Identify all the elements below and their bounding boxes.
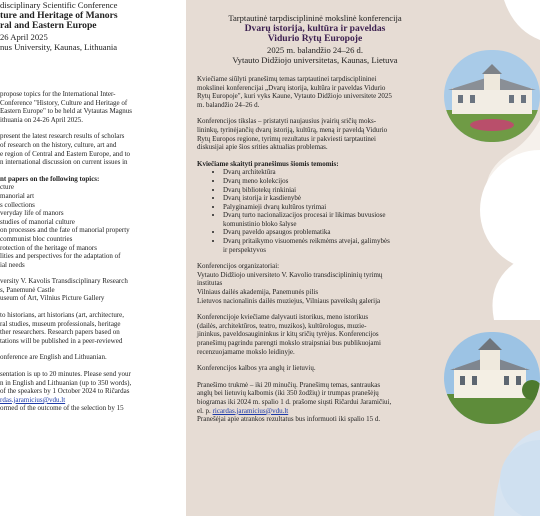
en-languages: onference are English and Lithuanian. [0, 353, 107, 362]
list-item: • Palyginamieji dvarų kultūros tyrimai [223, 203, 436, 212]
list-item: • Dvarų turto nacionalizacijos procesai ir likimas buvusiose komunistinio bloko šalyse [223, 211, 436, 228]
lt-para-submission: Pranešimo trukmė – iki 20 minučių. Pranešimų temas, santraukas anglų bei lietuvių kalbomis (iki 350 žodžių) ir trumpas pranešėjų biogramas iki 2024 m. spalio 1 d. prašome siųsti Ričardui Jaramičiui, el. p. ricardas.jaramicius@vdu.lt Pranešėjai apie atrankos rezultatus bus informuoti iki spalio 15 d. [197, 380, 392, 424]
lt-organisers-heading: Konferencijos organizatoriai: [197, 262, 280, 271]
en-title-line2: ral and Eastern Europe [0, 20, 97, 32]
manor-photo-bottom [444, 332, 540, 424]
photo-column [444, 0, 540, 516]
en-dates: 26 April 2025 [0, 31, 48, 42]
lithuanian-column [186, 0, 444, 516]
en-organisers: versity V. Kavolis Transdisciplinary Research s, Panemunė Castle useum of Art, Vilnius Picture Gallery [0, 277, 128, 303]
en-para-invite: propose topics for the International Inter- Conference "History, Culture and Heritage of Eastern Europe" to be held at Vytautas Magnus ithuania on 24-26 April 2025. [0, 90, 133, 124]
en-email-link[interactable]: rdas.jaramicius@vdu.lt [0, 395, 66, 404]
english-header [0, 0, 172, 53]
en-para-aim: present the latest research results of scholars of research on the history, culture, art and e region of Central and Eastern Europe, and to n international discussion on current issues in [0, 132, 131, 167]
lt-para-participants: Konferencijoje kviečiame dalyvauti istorikus, meno istorikus (dailės, architektūros, teatro, muzikos), kultūrologus, muzie- jininkus, paveldosaugininkus ir kitų sričių tyrėjus. Konferencijos pranešimų pagrindu parengti mokslo straipsniai bus publikuojami recenzuojamame mokslo leidinyje. [197, 313, 381, 356]
en-para-participants: to historians, art historians (art, architecture, ral studies, museum professionals, heritage ther researchers. Research papers based on tations will be published in a peer-reviewed [0, 311, 125, 345]
list-item: • Dvarų paveldo apsaugos problematika [223, 228, 436, 237]
en-title-line1: ture and Heritage of Manors [0, 9, 118, 21]
en-venue: nus University, Kaunas, Lithuania [0, 42, 118, 53]
en-conference-type: disciplinary Scientific Conference [0, 0, 118, 10]
lithuanian-header [186, 13, 444, 66]
lt-topics-list [197, 168, 436, 254]
en-topics-heading: nt papers on the following topics: [0, 174, 100, 183]
lt-organisers: Vytauto Didžiojo universiteto V. Kavolio transdisciplininių tyrimų institutas Vilniaus dailės akademija, Panemunės pilis Lietuvos nacionalinis dailės muziejus, Vilniaus paveikslų galerija [197, 270, 383, 305]
english-column [0, 0, 186, 516]
lt-title-line1: Dvarų istorija, kultūra ir paveldas [244, 22, 386, 34]
lt-dates: 2025 m. balandžio 24–26 d. [267, 44, 363, 55]
lt-para-invite: Kviečiame siūlyti pranešimų temas tarptautinei tarpdisciplininei mokslinei konferencijai „Dvarų istorija, kultūra ir paveldas Vidurio Rytų Europoje", kuri vyks Kaune, Vytauto Didžiojo universitete 2025 m. balandžio 24–26 d. [197, 74, 392, 109]
list-item: • Dvarų bibliotekų rinkiniai [223, 186, 436, 195]
list-item: • Dvarų meno kolekcijos [223, 177, 436, 186]
list-item: • Dvarų architektūra [223, 168, 436, 177]
lt-topics-heading: Kviečiame skaityti pranešimus šiomis temomis: [197, 159, 339, 168]
lt-venue: Vytauto Didžiojo universitetas, Kaunas, Lietuva [232, 55, 398, 66]
en-topics-list: cture manorial art s collections veryday life of manors studies of manorial culture on processes and the fate of manorial property communist bloc countries rotection of the heritage of manors lities and perspectives for the adaptation of ial needs [0, 183, 130, 269]
manor-photo-top [444, 50, 540, 142]
list-item: • Dvarų pritaikymo visuomenės reikmėms atvejai, galimybės ir perspektyvos [223, 237, 436, 254]
lt-para-aim: Konferencijos tikslas – pristatyti naujausius įvairių sričių moks- lininkų, tyrinėjančių dvarų istoriją, kultūrą, meną ir paveldą Vidurio Rytų Europos regione, tyrimų rezultatus ir pakviesti tarptautinei diskusijai apie šios srities aktualias problemas. [197, 117, 388, 152]
list-item: • Dvarų istorija ir kasdienybė [223, 194, 436, 203]
lt-conference-type: Tarptautinė tarpdisciplininė mokslinė konferencija [228, 13, 402, 23]
lt-title-line2: Vidurio Rytų Europoje [267, 33, 363, 45]
lt-email-link[interactable]: ricardas.jaramicius@vdu.lt [212, 406, 289, 415]
lt-languages: Konferencijos kalbos yra anglų ir lietuvių. [197, 364, 316, 373]
en-para-submission: sentation is up to 20 minutes. Please send your n in English and Lithuanian (up to 350 words), of the speakers by 1 October 2024 to Ričardas rdas.jaramicius@vdu.lt ormed of the outcome of the selection by 15 [0, 370, 132, 413]
